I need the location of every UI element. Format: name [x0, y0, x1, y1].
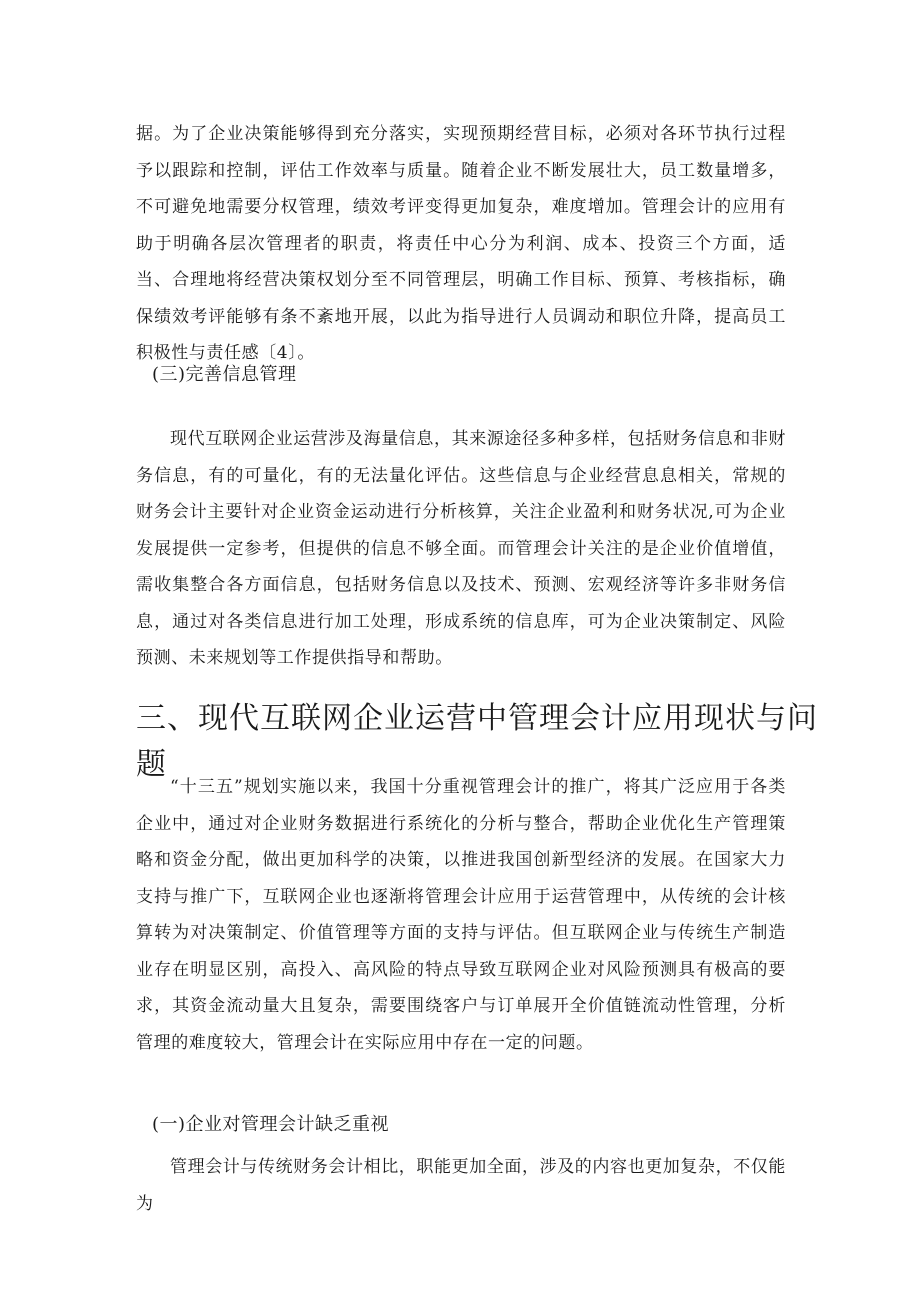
paragraph-information: 现代互联网企业运营涉及海量信息，其来源途径多种多样，包括财务信息和非财务信息，有的可量化，有的无法量化评估。这些信息与企业经营息息相关，常规的财务会计主要针对企业资金运动进行分析核算，关注企业盈利和财务状况,可为企业发展提供一定参考，但提供的信息不够全面。而管理会计关注的是企业价值增值，需收集整合各方面信息，包括财务信息以及技术、预测、宏观经济等许多非财务信息，通过对各类信息进行加工处理，形成系统的信息库，可为企业决策制定、风险预测、未来规划等工作提供指导和帮助。	[136, 429, 786, 668]
paragraph-status: “十三五”规划实施以来，我国十分重视管理会计的推广，将其广泛应用于各类企业中，通过对企业财务数据进行系统化的分析与整合，帮助企业优化生产管理策略和资金分配，做出更加科学的决策，以推进我国创新型经济的发展。在国家大力支持与推广下，互联网企业也逐渐将管理会计应用于运营管理中，从传统的会计核算转为对决策制定、价值管理等方面的支持与评估。但互联网企业与传统生产制造业存在明显区别，高投入、高风险的特点导致互联网企业对风险预测具有极高的要求，其资金流动量大且复杂，需要围绕客户与订单展开全价值链流动性管理，分析管理的难度较大，管理会计在实际应用中存在一定的问题。	[136, 777, 786, 1053]
subheading-lack-of-attention: (一)企业对管理会计缺乏重视	[152, 1114, 390, 1135]
section-heading: 三、现代互联网企业运营中管理会计应用现状与问题	[136, 701, 818, 782]
paragraph-responsibility: 据。为了企业决策能够得到充分落实，实现预期经营目标，必须对各环节执行过程予以跟踪和控制，评估工作效率与质量。随着企业不断发展壮大，员工数量增多，不可避免地需要分权管理，绩效考评变得更加复杂，难度增加。管理会计的应用有助于明确各层次管理者的职责，将责任中心分为利润、成本、投资三个方面，适当、合理地将经营决策权划分至不同管理层，明确工作目标、预算、考核指标，确保绩效考评能够有条不紊地开展，以此为指导进行人员调动和职位升降，提高员工积极性与责任感〔4〕。	[136, 124, 786, 363]
subheading-information-management: (三)完善信息管理	[152, 364, 297, 385]
paragraph-comparison: 管理会计与传统财务会计相比，职能更加全面，涉及的内容也更加复杂，不仅能为	[136, 1157, 786, 1214]
